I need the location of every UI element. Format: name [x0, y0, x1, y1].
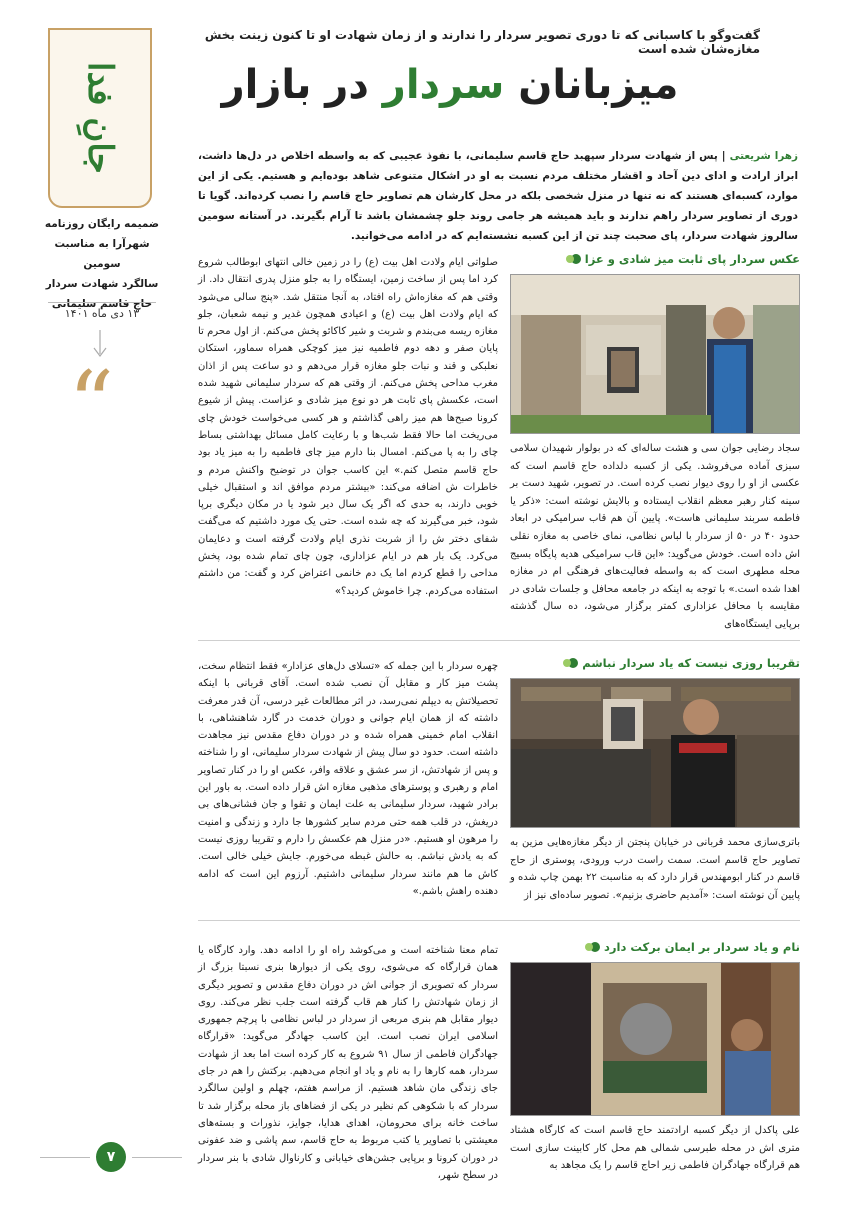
supplement-line: شهرآرا به مناسبت سومین [54, 238, 150, 270]
photo-caption: سجاد رضایی جوان سی و هشت ساله‌ای که در بولوار شهیدان سلامی سبزی آماده می‌فروشد. یکی از کسبه دلداده حاج قاسم است که عکسی از او را روی دیوار نصب کرده است. در تصویر، شهید دست بر سینه کنار رهبر معظم انقلاب ایستاده و بالایش نوشته است: «ذکر یا فاطمه سربند سلیمانی هاست». پایین آن هم قاب سرامیکی در ابعاد حدود ۴۰ در ۵۰ از سردار با لباس نظامی، نمای خاصی به مغازه نقلی اش داده است. خودش می‌گوید: «این قاب سرامیکی هدیه پایگاه بسیج محله مطهری است که به واسطه فعالیت‌های فرهنگی ام در مغازه اهدا شده است.» با توجه به اینکه در جامعه محافل و جلسات شادی در مقایسه با محافل عزاداری کمتر برگزار می‌شود، ده سال گذشته برپایی ایستگاه‌های [510, 443, 800, 630]
section-divider [198, 640, 800, 641]
photo [510, 962, 800, 1116]
kicker: گفت‌وگو با کاسبانی که تا دوری تصویر سردار را ندارند و از زمان شهادت او تا کنون زینت بخش مغازه‌شان شده است [204, 28, 760, 56]
bullet-icon [565, 254, 581, 264]
footer-line [40, 1157, 90, 1158]
page-number: ۷ [96, 1142, 126, 1172]
headline-pre: میزبانان [504, 62, 679, 108]
section-title [584, 940, 800, 954]
lead-author: زهرا شریعتی [729, 150, 798, 162]
bullet-icon [584, 942, 600, 952]
article-section [198, 252, 800, 632]
bullet-icon [562, 658, 578, 668]
section-title-text: نام و یاد سردار بر ایمان برکت دارد [604, 940, 800, 954]
article-section [198, 940, 800, 1180]
page-title [190, 62, 710, 108]
supplement-line: سالگرد شهادت سردار [45, 278, 159, 290]
photo [510, 678, 800, 828]
article-section [198, 656, 800, 911]
logo [48, 28, 152, 208]
article-body: چهره سردار با این جمله که «تسلای دل‌های عزادار» فقط انتظام سخت، پشت میز کار و مقابل آن نصب شده است. آقای قربانی با اینکه تحصیلاتش به دیپلم نمی‌رسد، در اثر مطالعات غیر درسی، آن قدر معرفت داشته که از همان ایام جوانی و دوران خدمت در گارد شاهنشاهی، با انقلاب امام خمینی همراه شده و در دوران دفاع مقدس نیز مجاهدت داشته است. حدود دو سال پیش از شهادت سردار سلیمانی، او را شناخته و پس از شهادتش، از سر عشق و علاقه وافر، عکس او را در کنار تصاویر امام و رهبری و پوسترهای مذهبی مغازه اش قرار داده است. به باور این برادر شهید، سردار سلیمانی به علت ایمان و تقوا و جان فشانی‌های بی دریغش، در قلب همه حتی مردم سایر کشورها جا دارد و زندگی و امنیت را مرهون او هستیم. «در منزل هم عکسش را دارم و تقریبا روزی نیست که به یادش نباشم. به حالش غبطه می‌خورم. جایش خیلی خالی است. کاش ما هم مانند سردار سلیمانی داشتیم. آرزوم این است که ادامه دهنده راهش باشم.» [198, 661, 498, 897]
section-title-text: تقریبا روزی نیست که یاد سردار نباشم [582, 656, 800, 670]
battery-shop-photo-image [511, 679, 800, 828]
photo [510, 274, 800, 434]
supplement-line: حاج قاسم سلیمانی [51, 298, 153, 310]
shop-photo-image [511, 275, 800, 434]
section-title [565, 252, 800, 266]
workshop-photo-image [511, 963, 800, 1116]
headline-post: در بازار [221, 62, 383, 108]
logo-text: جانِ فدا [80, 62, 120, 174]
supplement-note [40, 214, 164, 314]
lead-text: | پس از شهادت سردار سپهبد حاج قاسم سلیمانی، با نفوذ عجیبی که به واسطه اخلاص در دل‌ها داشت، ابراز ارادت و ادای دین آحاد و اقشار مختلف مردم نسبت به او در اشکال متنوعی شاهد بوده‌ایم و هستیم. یکی از این موارد، کسبه‌ای هستند که نه تنها در منزل شخصی بلکه در محل کارشان هم تصاویر حاج قاسم را نصب کرده‌اند. گویا تا دوری از تصاویر سردار راهم ندارند و باید همیشه هر جامی روند جلو چشمشان باشد تا آرام بگیرند. در آستانه سومین سالروز شهادت سردار، پای صحبت چند تن از این کسبه نشسته‌ایم که در ادامه می‌خوانید. [198, 150, 798, 242]
lead-paragraph [198, 146, 798, 246]
headline-accent: سردار [382, 62, 505, 108]
section-divider [198, 920, 800, 921]
article-body: صلواتی ایام ولادت اهل بیت (ع) را در زمین خالی انتهای ابوطالب شروع کرد اما پس از ساخت زمین، ایستگاه را به جلو منزل پدری انتقال داد. از وقتی هم که مغازه‌اش راه افتاد، به آنجا منتقل شد. «پنج سالی می‌شود که ایام ولادت اهل بیت (ع) و اعیادی همچون غدیر و نیمه شعبان، جلو مغازه ریسه می‌بندم و شربت و شیر کاکائو پخش می‌کنم. از اول محرم تا پایان صفر و دهه دوم فاطمیه نیز میز کوچکی همراه سماور، استکان نعلبکی و قند و نبات جلو مغازه قرار می‌دهم و دو ساعت پس از اذان مغرب مداحی پخش می‌کنم. از وقتی هم که سردار سلیمانی شهید شده است، عکسش پای ثابت هر دو نوع میز شادی و عزاست. پیش از شیوع کرونا صبح‌ها هم میز راهی گذاشتم و هر کسی می‌خواست خودش چای می‌ریخت اما حالا فقط شب‌ها و با رعایت کامل مسائل بهداشتی بساط چای را به پا می‌کنم. امسال بنا دارم میز چای فاطمیه را به میز یاد بود حاج قاسم متصل کنم.» این کاسب جوان در توضیح واکنش مردم و خاطرات ش اضافه می‌کند: «بیشتر مردم موافق اند و استقبال خیلی خوبی دارند، به حدی که اگر یک سال دیر شود یا در مکان دیگری برپا شود، خبر می‌گیرند که چه شده است. حتی یک مورد داشتیم که می‌گفت شفای دختر ش را از شربت نذری ایام ولادت گرفته است و دعایمان می‌کرد. یک بار هم در ایام عزاداری، چون چای تمام شده بود، پخش مداحی را قطع کردم اما یک دم خانمی اعتراض کرد و گفت: من داشتم استفاده می‌کردم. چرا خاموش کردید؟» [198, 257, 498, 597]
photo-caption: باتری‌سازی محمد قربانی در خیابان پنجتن از دیگر مغازه‌هایی مزین به تصاویر حاج قاسم است. سمت راست درب ورودی، پوستری از حاج قاسم در کنار ابومهندس قرار دارد که به مناسبت ۲۲ بهمن چاپ شده و پایین آن نوشته است: «آمدیم حاضری بزنیم». تصویر ساده‌ای نیز از [510, 837, 800, 901]
article-body: تمام معنا شناخته است و می‌کوشد راه او را ادامه دهد. وارد کارگاه یا همان قرارگاه که می‌شوی، روی یکی از دیوارها بنری نسبتا بزرگ از سردار که تصویری از جوانی اش در دوران دفاع مقدس و تصویر دیگری از زمان شهادتش را کنار هم قاب گرفته است جلب نظر می‌کند. روی دیوار مقابل هم بنری مربعی از سردار در لباس نظامی با پرچم جمهوری اسلامی ایران نصب است. این کاسب جهادگر می‌گوید: «قرارگاه جهادگران فاطمی از سال ۹۱ شروع به کار کرده است اما بعد از شهادت سردار، همه کارها را به نام و یاد او انجام می‌دهیم. برکتش را هم در جای جای زندگی مان شاهد هستیم. از مراسم هفتم، چهلم و اولین سالگرد سردار که با شکوهی کم نظیر در یکی از فضاهای باز محله برگزار شد تا ساخت خانه برای محرومان، اهدای هدایا، جوایز، نذورات و بسته‌های معیشتی با تصاویر یا کتب مربوط به حاج قاسم، سم پاشی و ضد عفونی در دوران کرونا و برپایی جشن‌های خیابانی و کارناوال شادی با بنر سردار در سطح شهر، [198, 945, 499, 1181]
quote-icon: “ [68, 352, 115, 457]
footer-line [132, 1157, 182, 1158]
section-title [562, 656, 800, 670]
photo-caption: علی پاکدل از دیگر کسبه ارادتمند حاج قاسم است که کارگاه هشتاد متری اش در محله طبرسی شمالی هم محل کار کابینت سازی است هم قرارگاه جهادگران فاطمی زیر احاج قاسم را یک مجاهد به [510, 1125, 800, 1172]
supplement-line: ضمیمه رایگان روزنامه [44, 218, 160, 230]
issue-date: ۱۳ دی ماه ۱۴۰۱ [48, 302, 156, 320]
section-title-text: عکس سردار پای ثابت میز شادی و عزا [584, 252, 800, 266]
